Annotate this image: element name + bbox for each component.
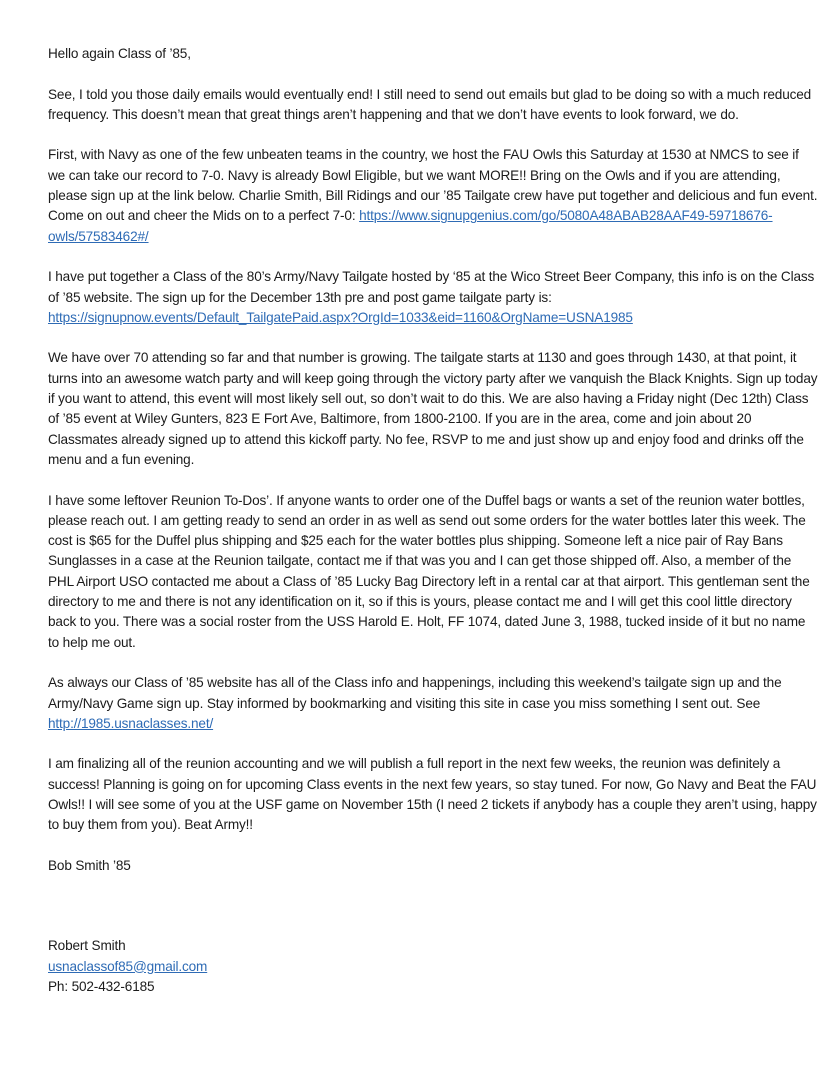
contact-phone: Ph: 502-432-6185 <box>48 979 155 995</box>
paragraph-army-navy-tailgate <box>48 267 818 328</box>
contact-name: Robert Smith <box>48 938 126 954</box>
contact-email-link[interactable]: usnaclassof85@gmail.com <box>48 958 208 974</box>
paragraph-text: I have some leftover Reunion To-Dos’. If anyone wants to order one of the Duffel bags or wants a set of the reunion water bottles, please reach out. I am getting ready to send an order in as well as send out some orders for the water bottles later this week. The cost is $65 for the Duffel plus shipping and $25 each for the water bottles plus shipping. Someone left a nice pair of Ray Bans Sunglasses in a case at the Reunion tailgate, contact me if that was you and I can get those shipped off. Also, a member of the PHL Airport USO contacted me about a Class of ’85 Lucky Bag Directory left in a rental car at that airport. This gentleman sent the directory to me and there is not any identification on it, so if this is yours, please contact me and I will get this cool little directory back to you. There was a social roster from the USS Harold E. Holt, FF 1074, dated June 3, 1988, tucked inside of it but no name to help me out. <box>48 492 810 650</box>
signupnow-link[interactable]: https://signupnow.events/Default_TailgatePaid.aspx?OrgId=1033&eid=1160&OrgName=USNA1985 <box>48 309 633 325</box>
signupgenius-link[interactable]: https://www.signupgenius.com/go/5080A48ABAB28AAF49-59718676-owls/57583462#/ <box>48 208 773 244</box>
contact-block <box>48 936 818 997</box>
paragraph-text: I am finalizing all of the reunion accounting and we will publish a full report in the next few weeks, the reunion was definitely a success! Planning is going on for upcoming Class events in the next few years, so stay tuned. For now, Go Navy and Beat the FAU Owls!! I will see some of you at the USF game on November 15th (I need 2 tickets if anybody has a couple they aren’t using, happy to buy them from you). Beat Army!! <box>48 756 817 833</box>
letter-page <box>48 44 818 997</box>
class-website-link[interactable]: http://1985.usnaclasses.net/ <box>48 715 214 731</box>
paragraph-website <box>48 673 818 734</box>
paragraph-fau-tailgate <box>48 145 818 246</box>
paragraph-attendance <box>48 348 818 470</box>
paragraph-text: I have put together a Class of the 80’s Army/Navy Tailgate hosted by ‘85 at the Wico Street Beer Company, this info is on the Class of ’85 website. The sign up for the December 13th pre and post game tailgate party is: <box>48 269 815 305</box>
signature-spacer <box>48 896 818 936</box>
paragraph-text: See, I told you those daily emails would eventually end! I still need to send out emails but glad to be doing so with a much reduced frequency. This doesn’t mean that great things aren’t happening and that we don’t have events to look forward, we do. <box>48 86 812 122</box>
signoff: Bob Smith ’85 <box>48 857 131 873</box>
paragraph-intro <box>48 85 818 126</box>
paragraph-text: We have over 70 attending so far and that number is growing. The tailgate starts at 1130 and goes through 1430, at that point, it turns into an awesome watch party and will keep going through the victory party after we vanquish the Black Knights. Sign up today if you want to attend, this event will most likely sell out, so don’t wait to do this. We are also having a Friday night (Dec 12th) Class of ’85 event at Wiley Gunters, 823 E Fort Ave, Baltimore, from 1800-2100. If you are in the area, come and join about 20 Classmates already signed up to attend this kickoff party. No fee, RSVP to me and just show up and enjoy food and drinks off the menu and a fun evening. <box>48 350 818 467</box>
paragraph-reunion-todos <box>48 491 818 653</box>
paragraph-text: First, with Navy as one of the few unbeaten teams in the country, we host the FAU Owls this Saturday at 1530 at NMCS to see if we can take our record to 7-0. Navy is already Bowl Eligible, but we want MORE!! Bring on the Owls and if you are attending, please sign up at the link below. Charlie Smith, Bill Ridings and our ’85 Tailgate crew have put together and delicious and fun event. Come on out and cheer the Mids on to a perfect 7-0: <box>48 147 818 224</box>
paragraph-text: As always our Class of ’85 website has all of the Class info and happenings, including this weekend’s tailgate sign up and the Army/Navy Game sign up. Stay informed by bookmarking and visiting this site in case you miss something I sent out. See <box>48 675 782 711</box>
greeting: Hello again Class of ’85, <box>48 46 191 61</box>
paragraph-closing <box>48 754 818 835</box>
